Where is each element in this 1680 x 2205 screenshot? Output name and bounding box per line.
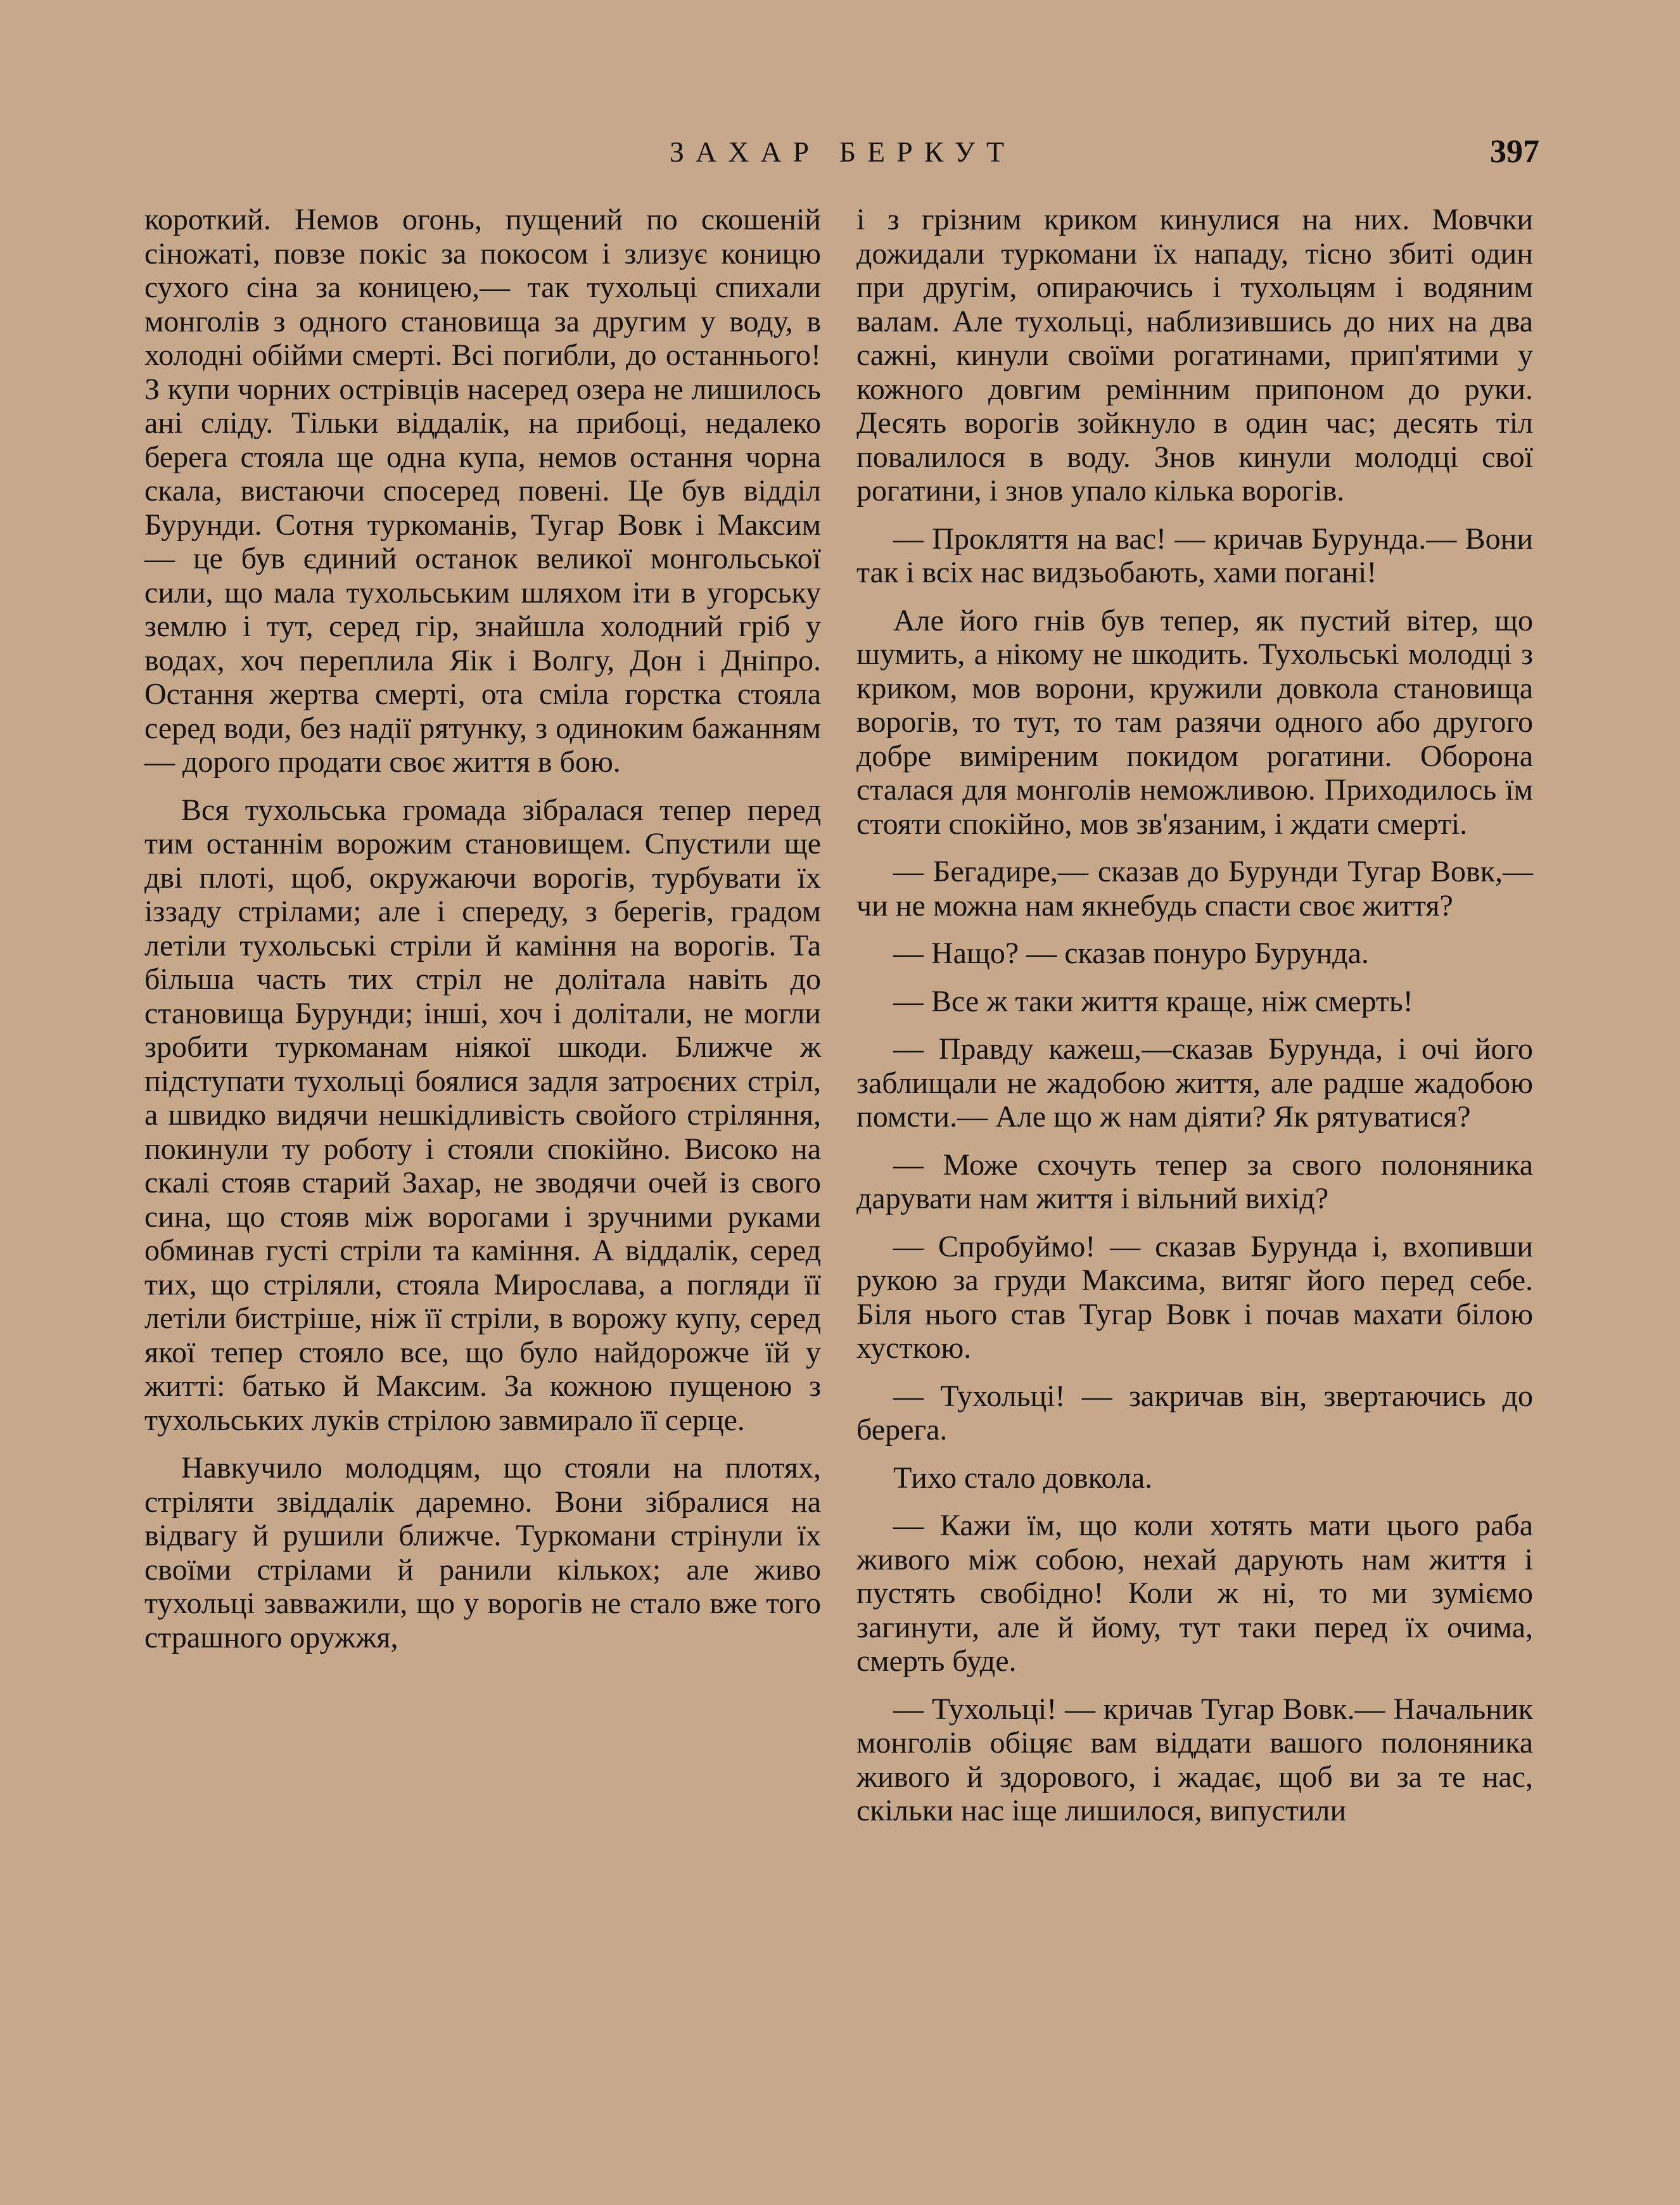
paragraph: Тихо стало довкола. bbox=[893, 1460, 1153, 1495]
paragraph: і з грізним криком кинулися на них. Мовчки дожидали туркомани їх нападу, тісно збиті один при другім, опираючись і тухольцям і водяним валам. Але тухольці, наблизившись до них на два сажні, кинули своїми рогатинами, прип'ятими у кожного довгим ремінним припоном до руки. Десять ворогів зойкнуло в один час; десять тіл повалилося в воду. Знов кинули молодці свої рогатини, і знов упало кілька ворогів. bbox=[856, 203, 1533, 508]
paragraph: — Кажи їм, що коли хотять мати цього раба живого між собою, нехай дарують нам життя і пустять свобідно! Коли ж ні, то ми зуміємо загинути, але й йому, тут таки перед їх очима, смерть буде. bbox=[856, 1509, 1533, 1678]
paragraph: Навкучило молодцям, що стояли на плотях, стріляти звіддалік даремно. Вони зібралися на відвагу й рушили ближче. Туркомани стрінули їх своїми стрілами й ранили кількох; але живо тухольці завважили, що у ворогів не стало вже того страшного оружжя, bbox=[144, 1451, 821, 1654]
paragraph: — Тухольці! — кричав Тугар Вовк.— Начальник монголів обіцяє вам віддати вашого полоняника живого й здорового, і жадає, щоб ви за те нас, скільки нас іще лишилося, випустили bbox=[856, 1692, 1533, 1827]
paragraph: Але його гнів був тепер, як пустий вітер, що шумить, а нікому не шкодить. Тухольські молодці з криком, мов ворони, кружили довкола становища ворогів, то тут, то там разячи одного або другого добре виміреним покидом рогатини. Оборона сталася для монголів неможливою. Приходилось їм стояти спокійно, мов зв'язаним, і ждати смерті. bbox=[856, 603, 1533, 841]
paragraph: — Правду кажеш,—сказав Бурунда, і очі його заблищали не жадобою життя, але радше жадобою помсти.— Але що ж нам діяти? Як рятуватися? bbox=[856, 1032, 1533, 1134]
page-number: 397 bbox=[1490, 134, 1539, 170]
paragraph: короткий. Немов огонь, пущений по скошеній сіножаті, повзе покіс за покосом і злизує коницю сухого сіна за коницею,— так тухольці спихали монголів з одного становища за другим у воду, в холодні обійми смерті. Всі погибли, до останнього! З купи чорних острівців насеред озера не лишилось ані сліду. Тільки віддалік, на прибоці, недалеко берега стояла ще одна купа, немов остання чорна скала, вистаючи спосеред повені. Це був відділ Бурунди. Сотня туркоманів, Тугар Вовк і Максим — це був єдиний останок великої монгольської сили, що мала тухольським шляхом іти в угорську землю і тут, серед гір, знайшла холодний гріб у водах, хоч переплила Яік і Волгу, Дон і Дніпро. Остання жертва смерті, ота сміла горстка стояла серед води, без надії рятунку, з одиноким бажанням — дорого продати своє життя в бою. bbox=[144, 203, 821, 779]
text-column-left bbox=[144, 203, 821, 1668]
paragraph: — Все ж таки життя краще, ніж смерть! bbox=[893, 984, 1413, 1018]
paragraph: — Прокляття на вас! — кричав Бурунда.— Вони так і всіх нас видзьобають, хами погані! bbox=[856, 521, 1533, 589]
paragraph: — Нащо? — сказав понуро Бурунда. bbox=[893, 936, 1369, 970]
paragraph: — Бегадире,— сказав до Бурунди Тугар Вовк,— чи не можна нам якнебудь спасти своє життя? bbox=[856, 855, 1533, 923]
paragraph: Вся тухольська громада зібралася тепер перед тим останнім ворожим становищем. Спустили ще дві плоті, щоб, окружаючи ворогів, турбувати їх іззаду стрілами; але і спереду, з берегів, градом летіли тухольські стріли й каміння на ворогів. Та більша часть тих стріл не долітала навіть до становища Бурунди; інші, хоч і долітали, не могли зробити туркоманам ніякої шкоди. Ближче ж підступати тухольці боялися задля затроєних стріл, а швидко видячи нешкідливість свойого стріляння, покинули ту роботу і стояли спокійно. Високо на скалі стояв старий Захар, не зводячи очей із свого сина, що стояв між ворогами і зручними руками обминав густі стріли та каміння. А віддалік, серед тих, що стріляли, стояла Мирослава, а погляди її летіли бистріше, ніж її стріли, в ворожу купу, серед якої тепер стояло все, що було найдорожче їй у житті: батько й Максим. За кожною пущеною з тухольських луків стрілою завмирало її серце. bbox=[144, 793, 821, 1437]
paragraph: — Може схочуть тепер за свого полоняника дарувати нам життя і вільний вихід? bbox=[856, 1147, 1533, 1215]
paragraph: — Спробуймо! — сказав Бурунда і, вхопивши рукою за груди Максима, витяг його перед себе. Біля нього став Тугар Вовк і почав махати білою хусткою. bbox=[856, 1229, 1533, 1365]
page-header bbox=[146, 130, 1539, 174]
text-column-right bbox=[856, 203, 1533, 1842]
running-title: ЗАХАР БЕРКУТ bbox=[669, 136, 1016, 168]
paragraph: — Тухольці! — закричав він, звертаючись до берега. bbox=[856, 1379, 1533, 1447]
